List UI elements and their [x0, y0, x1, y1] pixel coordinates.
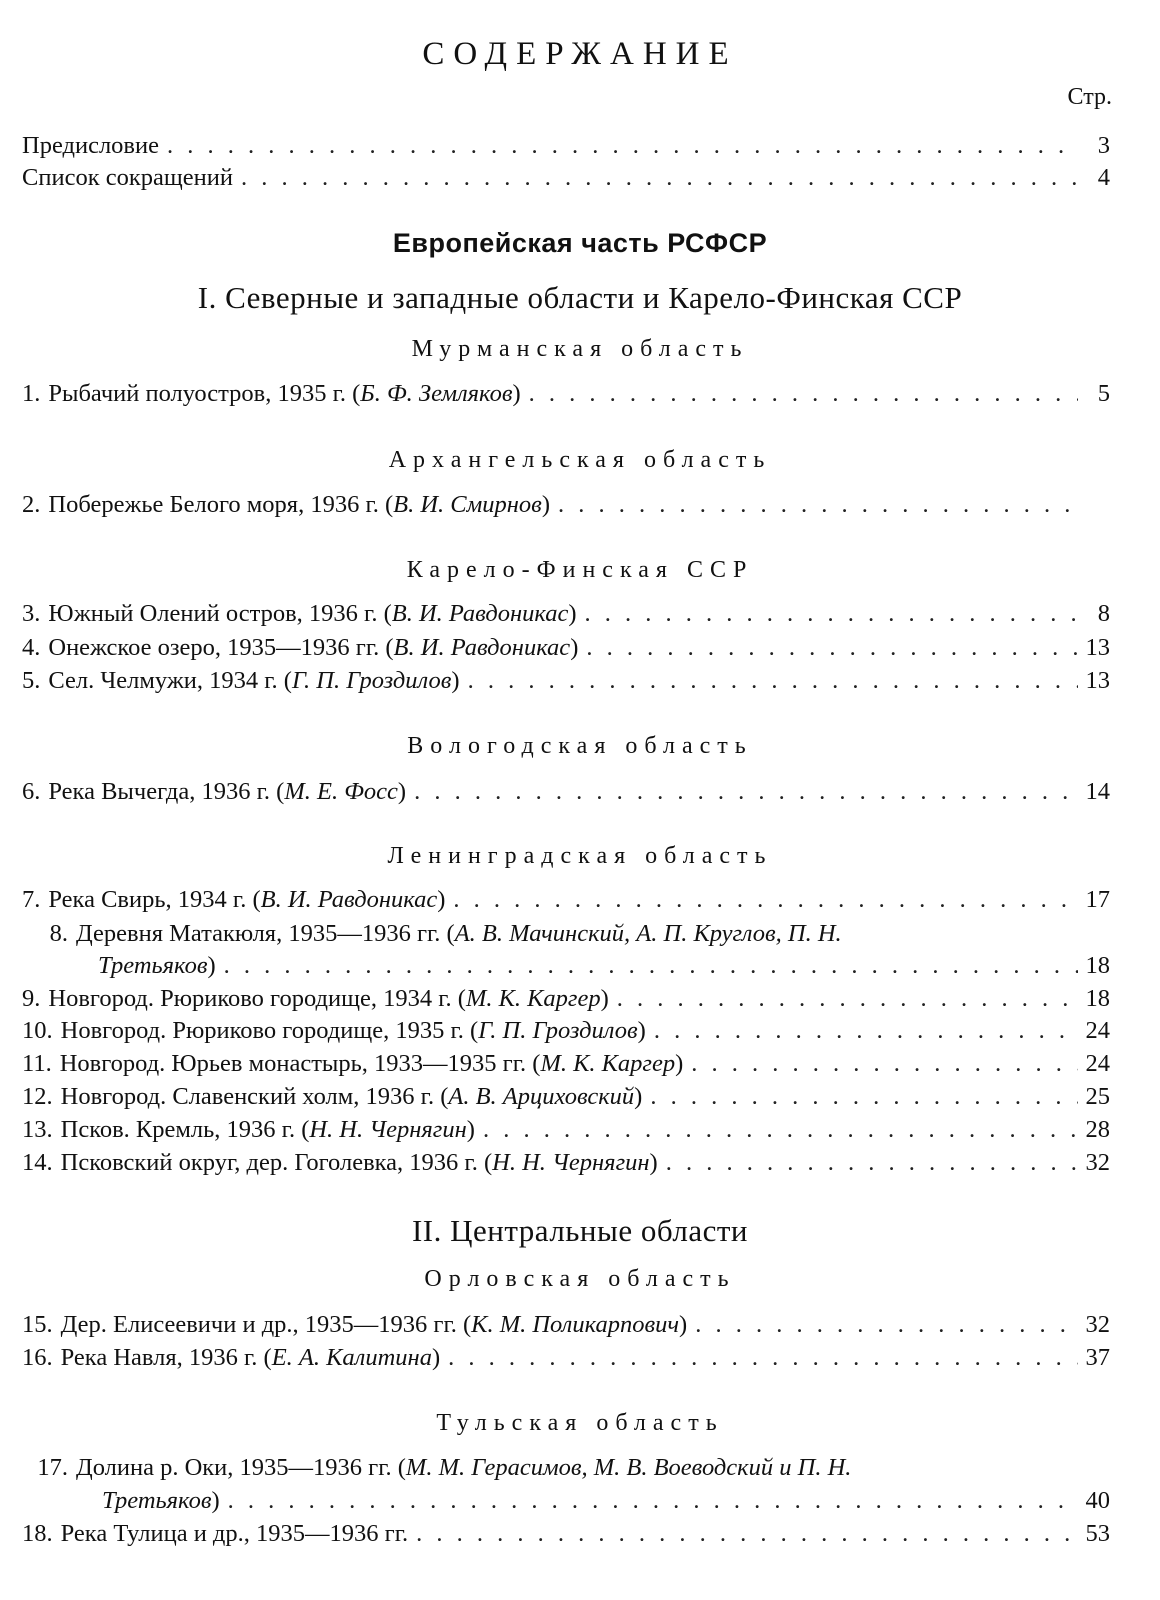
entry-title: Новгород. Рюриково городище, 1934 г. (М. К. Каргер)	[48, 985, 609, 1012]
entry-author: Е. А. Калитина	[271, 1344, 432, 1371]
dot-leader	[695, 1309, 1078, 1341]
dot-leader	[585, 598, 1078, 630]
dot-leader	[529, 378, 1078, 410]
entry-page: 14	[1085, 778, 1110, 805]
entry-page: 13	[1085, 667, 1110, 694]
toc-entry[interactable]	[22, 1518, 1110, 1550]
entry-author: В. И. Смирнов	[393, 491, 542, 518]
entry-page: 32	[1085, 1311, 1110, 1338]
entry-author: М. Е. Фосс	[284, 778, 398, 805]
entry-page: 18	[1085, 952, 1110, 979]
entry-page: 40	[1085, 1487, 1110, 1514]
dot-leader	[650, 1081, 1078, 1113]
entry-page: 25	[1085, 1083, 1110, 1110]
entry-title: Новгород. Юрьев монастырь, 1933—1935 гг. (М. К. Каргер)	[59, 1050, 684, 1077]
dot-leader	[483, 1114, 1078, 1146]
toc-entry[interactable]	[22, 1309, 1110, 1341]
entry-title: Предисловие	[22, 132, 159, 159]
toc-entry[interactable]	[22, 1081, 1110, 1113]
entry-title: Рыбачий полуостров, 1935 г. (Б. Ф. Земляков)	[48, 380, 521, 407]
entry-number: 13.	[22, 1116, 53, 1143]
entry-author: В. И. Равдоникас	[260, 886, 438, 913]
entry-title: Список сокращений	[22, 164, 233, 191]
entry-author: Третьяков	[98, 952, 208, 979]
region-heading-karelo: Карело-Финская ССР	[406, 557, 754, 583]
entry-title: Побережье Белого моря, 1936 г. (В. И. Смирнов)	[48, 491, 550, 518]
entry-author: Н. Н. Чернягин	[309, 1116, 467, 1143]
entry-page: 28	[1085, 1116, 1110, 1143]
entry-title-cont: Третьяков)	[102, 1487, 220, 1514]
toc-entry-line1[interactable]	[22, 1452, 851, 1484]
section-heading-north: I. Северные и западные области и Карело-Финская ССР	[197, 280, 963, 315]
entry-page: 24	[1085, 1017, 1110, 1044]
region-heading-murmansk: Мурманская область	[411, 336, 749, 362]
region-heading-vologda: Вологодская область	[407, 733, 753, 759]
entry-title: Река Вычегда, 1936 г. (М. Е. Фосс)	[48, 778, 407, 805]
entry-title: Река Свирь, 1934 г. (В. И. Равдоникас)	[48, 886, 446, 913]
entry-page: 3	[1097, 132, 1110, 159]
entry-title: Деревня Матакюля, 1935—1936 гг. (	[76, 920, 455, 947]
toc-entry-line2[interactable]	[98, 950, 1110, 982]
entry-page: 17	[1085, 886, 1110, 913]
entry-title-cont: Третьяков)	[98, 952, 216, 979]
entry-title: Онежское озеро, 1935—1936 гг. (В. И. Равдоникас)	[48, 634, 579, 661]
toc-entry[interactable]	[22, 884, 1110, 916]
entry-number: 1.	[22, 380, 41, 407]
entry-author: А. В. Мачинский, А. П. Круглов, П. Н.	[454, 920, 842, 947]
entry-title: Псков. Кремль, 1936 г. (Н. Н. Чернягин)	[60, 1116, 475, 1143]
entry-page: 13	[1085, 634, 1110, 661]
dot-leader	[224, 950, 1078, 982]
entry-page: 5	[1097, 380, 1110, 407]
dot-leader	[558, 489, 1078, 521]
entry-title: Южный Олений остров, 1936 г. (В. И. Равдоникас)	[48, 600, 577, 627]
entry-title: Сел. Челмужи, 1934 г. (Г. П. Гроздилов)	[48, 667, 460, 694]
entry-number: 12.	[22, 1083, 53, 1110]
dot-leader	[691, 1048, 1078, 1080]
toc-entry[interactable]	[22, 665, 1110, 697]
entry-title: Псковский округ, дер. Гоголевка, 1936 г. (Н. Н. Чернягин)	[60, 1149, 658, 1176]
entry-author: М. К. Каргер	[465, 985, 601, 1012]
entry-page: 24	[1085, 1050, 1110, 1077]
entry-number: 18.	[22, 1520, 53, 1547]
entry-number: 11.	[22, 1050, 52, 1077]
toc-entry[interactable]	[22, 1147, 1110, 1179]
dot-leader	[468, 665, 1078, 697]
toc-entry[interactable]	[22, 1015, 1110, 1047]
page-column-label: Стр.	[1067, 84, 1112, 110]
section-heading-central: II. Центральные области	[411, 1213, 748, 1248]
entry-title: Новгород. Славенский холм, 1936 г. (А. В. Арциховский)	[60, 1083, 643, 1110]
region-heading-leningrad: Ленинградская область	[387, 843, 773, 869]
entry-number: 4.	[22, 634, 41, 661]
entry-page: 53	[1085, 1520, 1110, 1547]
entry-author: Третьяков	[102, 1487, 212, 1514]
toc-entry[interactable]	[22, 378, 1110, 410]
entry-number: 6.	[22, 778, 41, 805]
entry-number: 14.	[22, 1149, 53, 1176]
entry-page: 8	[1097, 600, 1110, 627]
entry-page: 37	[1085, 1344, 1110, 1371]
entry-number: 10.	[22, 1017, 53, 1044]
region-heading-orel: Орловская область	[424, 1266, 736, 1292]
toc-entry-preface[interactable]	[22, 130, 1110, 162]
entry-page: 32	[1085, 1149, 1110, 1176]
entry-page: 4	[1097, 164, 1110, 191]
entry-number: 7.	[22, 886, 41, 913]
toc-entry[interactable]	[22, 983, 1110, 1015]
dot-leader	[167, 130, 1078, 162]
dot-leader	[453, 884, 1078, 916]
dot-leader	[586, 632, 1078, 664]
dot-leader	[448, 1342, 1078, 1374]
dot-leader	[654, 1015, 1078, 1047]
entry-number: 5.	[22, 667, 41, 694]
entry-number: 17.	[37, 1454, 68, 1481]
part-heading: Европейская часть РСФСР	[392, 228, 768, 258]
entry-number: 16.	[22, 1344, 53, 1371]
dot-leader	[666, 1147, 1078, 1179]
entry-author: М. М. Герасимов, М. В. Воеводский и П. Н.	[405, 1454, 852, 1481]
entry-title: Река Тулица и др., 1935—1936 гг.	[60, 1520, 409, 1547]
entry-author: М. К. Каргер	[540, 1050, 676, 1077]
entry-author: В. И. Равдоникас	[391, 600, 569, 627]
toc-entry[interactable]	[22, 1342, 1110, 1374]
region-heading-arkhangelsk: Архангельская область	[388, 447, 772, 473]
toc-entry[interactable]	[22, 1048, 1110, 1080]
entry-author: А. В. Арциховский	[448, 1083, 635, 1110]
entry-title: Долина р. Оки, 1935—1936 гг. (	[76, 1454, 406, 1481]
dot-leader	[241, 162, 1078, 194]
entry-number: 9.	[22, 985, 41, 1012]
entry-title: Новгород. Рюриково городище, 1935 г. (Г. П. Гроздилов)	[60, 1017, 646, 1044]
toc-entry-line1[interactable]	[22, 918, 842, 950]
toc-entry[interactable]	[22, 489, 1110, 521]
toc-entry[interactable]	[22, 632, 1110, 664]
dot-leader	[228, 1485, 1078, 1517]
toc-entry[interactable]	[22, 1114, 1110, 1146]
toc-entry-line2[interactable]	[102, 1485, 1110, 1517]
toc-entry-abbreviations[interactable]	[22, 162, 1110, 194]
entry-title: Река Навля, 1936 г. (Е. А. Калитина)	[60, 1344, 441, 1371]
entry-author: Б. Ф. Земляков	[360, 380, 513, 407]
entry-title: Дер. Елисеевичи и др., 1935—1936 гг. (К. М. Поликарпович)	[60, 1311, 688, 1338]
entry-number: 8.	[49, 920, 68, 947]
dot-leader	[416, 1518, 1078, 1550]
page-title: СОДЕРЖАНИЕ	[422, 36, 738, 72]
entry-author: К. М. Поликарпович	[471, 1311, 680, 1338]
entry-page: 18	[1085, 985, 1110, 1012]
region-heading-tula: Тульская область	[436, 1410, 724, 1436]
entry-author: В. И. Равдоникас	[393, 634, 571, 661]
toc-entry[interactable]	[22, 776, 1110, 808]
entry-number: 15.	[22, 1311, 53, 1338]
dot-leader	[617, 983, 1078, 1015]
entry-number: 2.	[22, 491, 41, 518]
entry-number: 3.	[22, 600, 41, 627]
entry-author: Г. П. Гроздилов	[478, 1017, 638, 1044]
toc-entry[interactable]	[22, 598, 1110, 630]
entry-author: Н. Н. Чернягин	[492, 1149, 650, 1176]
entry-author: Г. П. Гроздилов	[291, 667, 452, 694]
dot-leader	[414, 776, 1078, 808]
